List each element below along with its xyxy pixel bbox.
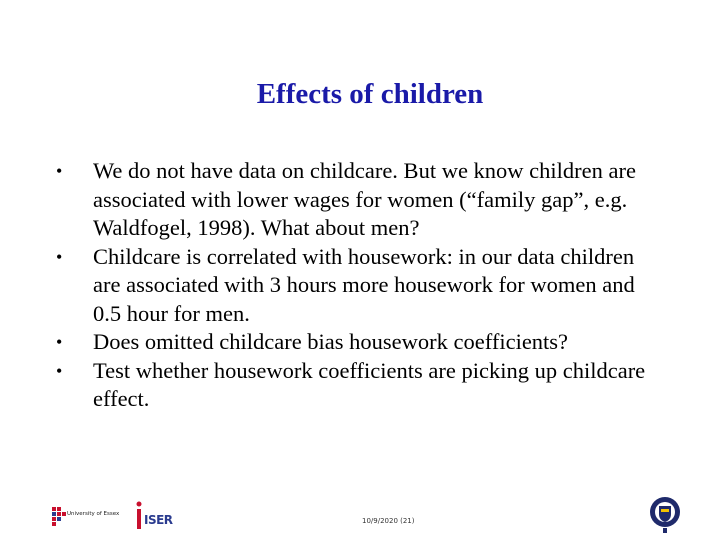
essex-mark-icon [52,505,66,529]
bullet-text: Does omitted childcare bias housework coefficients? [93,329,569,354]
bullet-icon: • [56,246,63,267]
essex-logo-text: University of Essex [67,511,120,517]
crest-icon [648,495,682,535]
iser-logo [133,500,175,532]
iser-logo-text: ISER [144,513,173,527]
bullet-list [56,157,656,414]
bullet-icon: • [56,360,63,381]
bullet-icon: • [56,161,63,181]
bullet-icon: • [56,332,63,352]
bullet-text: Test whether housework coefficients are picking up childcare effect. [93,357,646,411]
bullet-item [56,328,656,357]
oxford-crest-logo [648,495,682,535]
bullet-item [56,243,656,329]
bullet-text: We do not have data on childcare. But we know children are associated with lower wages for women (“family gap”, e.g. Waldfogel, 1998). What about men? [93,158,636,240]
slide-title: Effects of children [256,78,484,110]
bullet-item [56,157,656,243]
bullet-text: Childcare is correlated with housework: in our data children are associated with 3 hours more housework for women and 0.5 hour for men. [93,243,635,326]
university-of-essex-logo [52,505,124,529]
bullet-item [56,357,656,414]
footer-date: 10/9/2020 (21) [362,517,415,525]
